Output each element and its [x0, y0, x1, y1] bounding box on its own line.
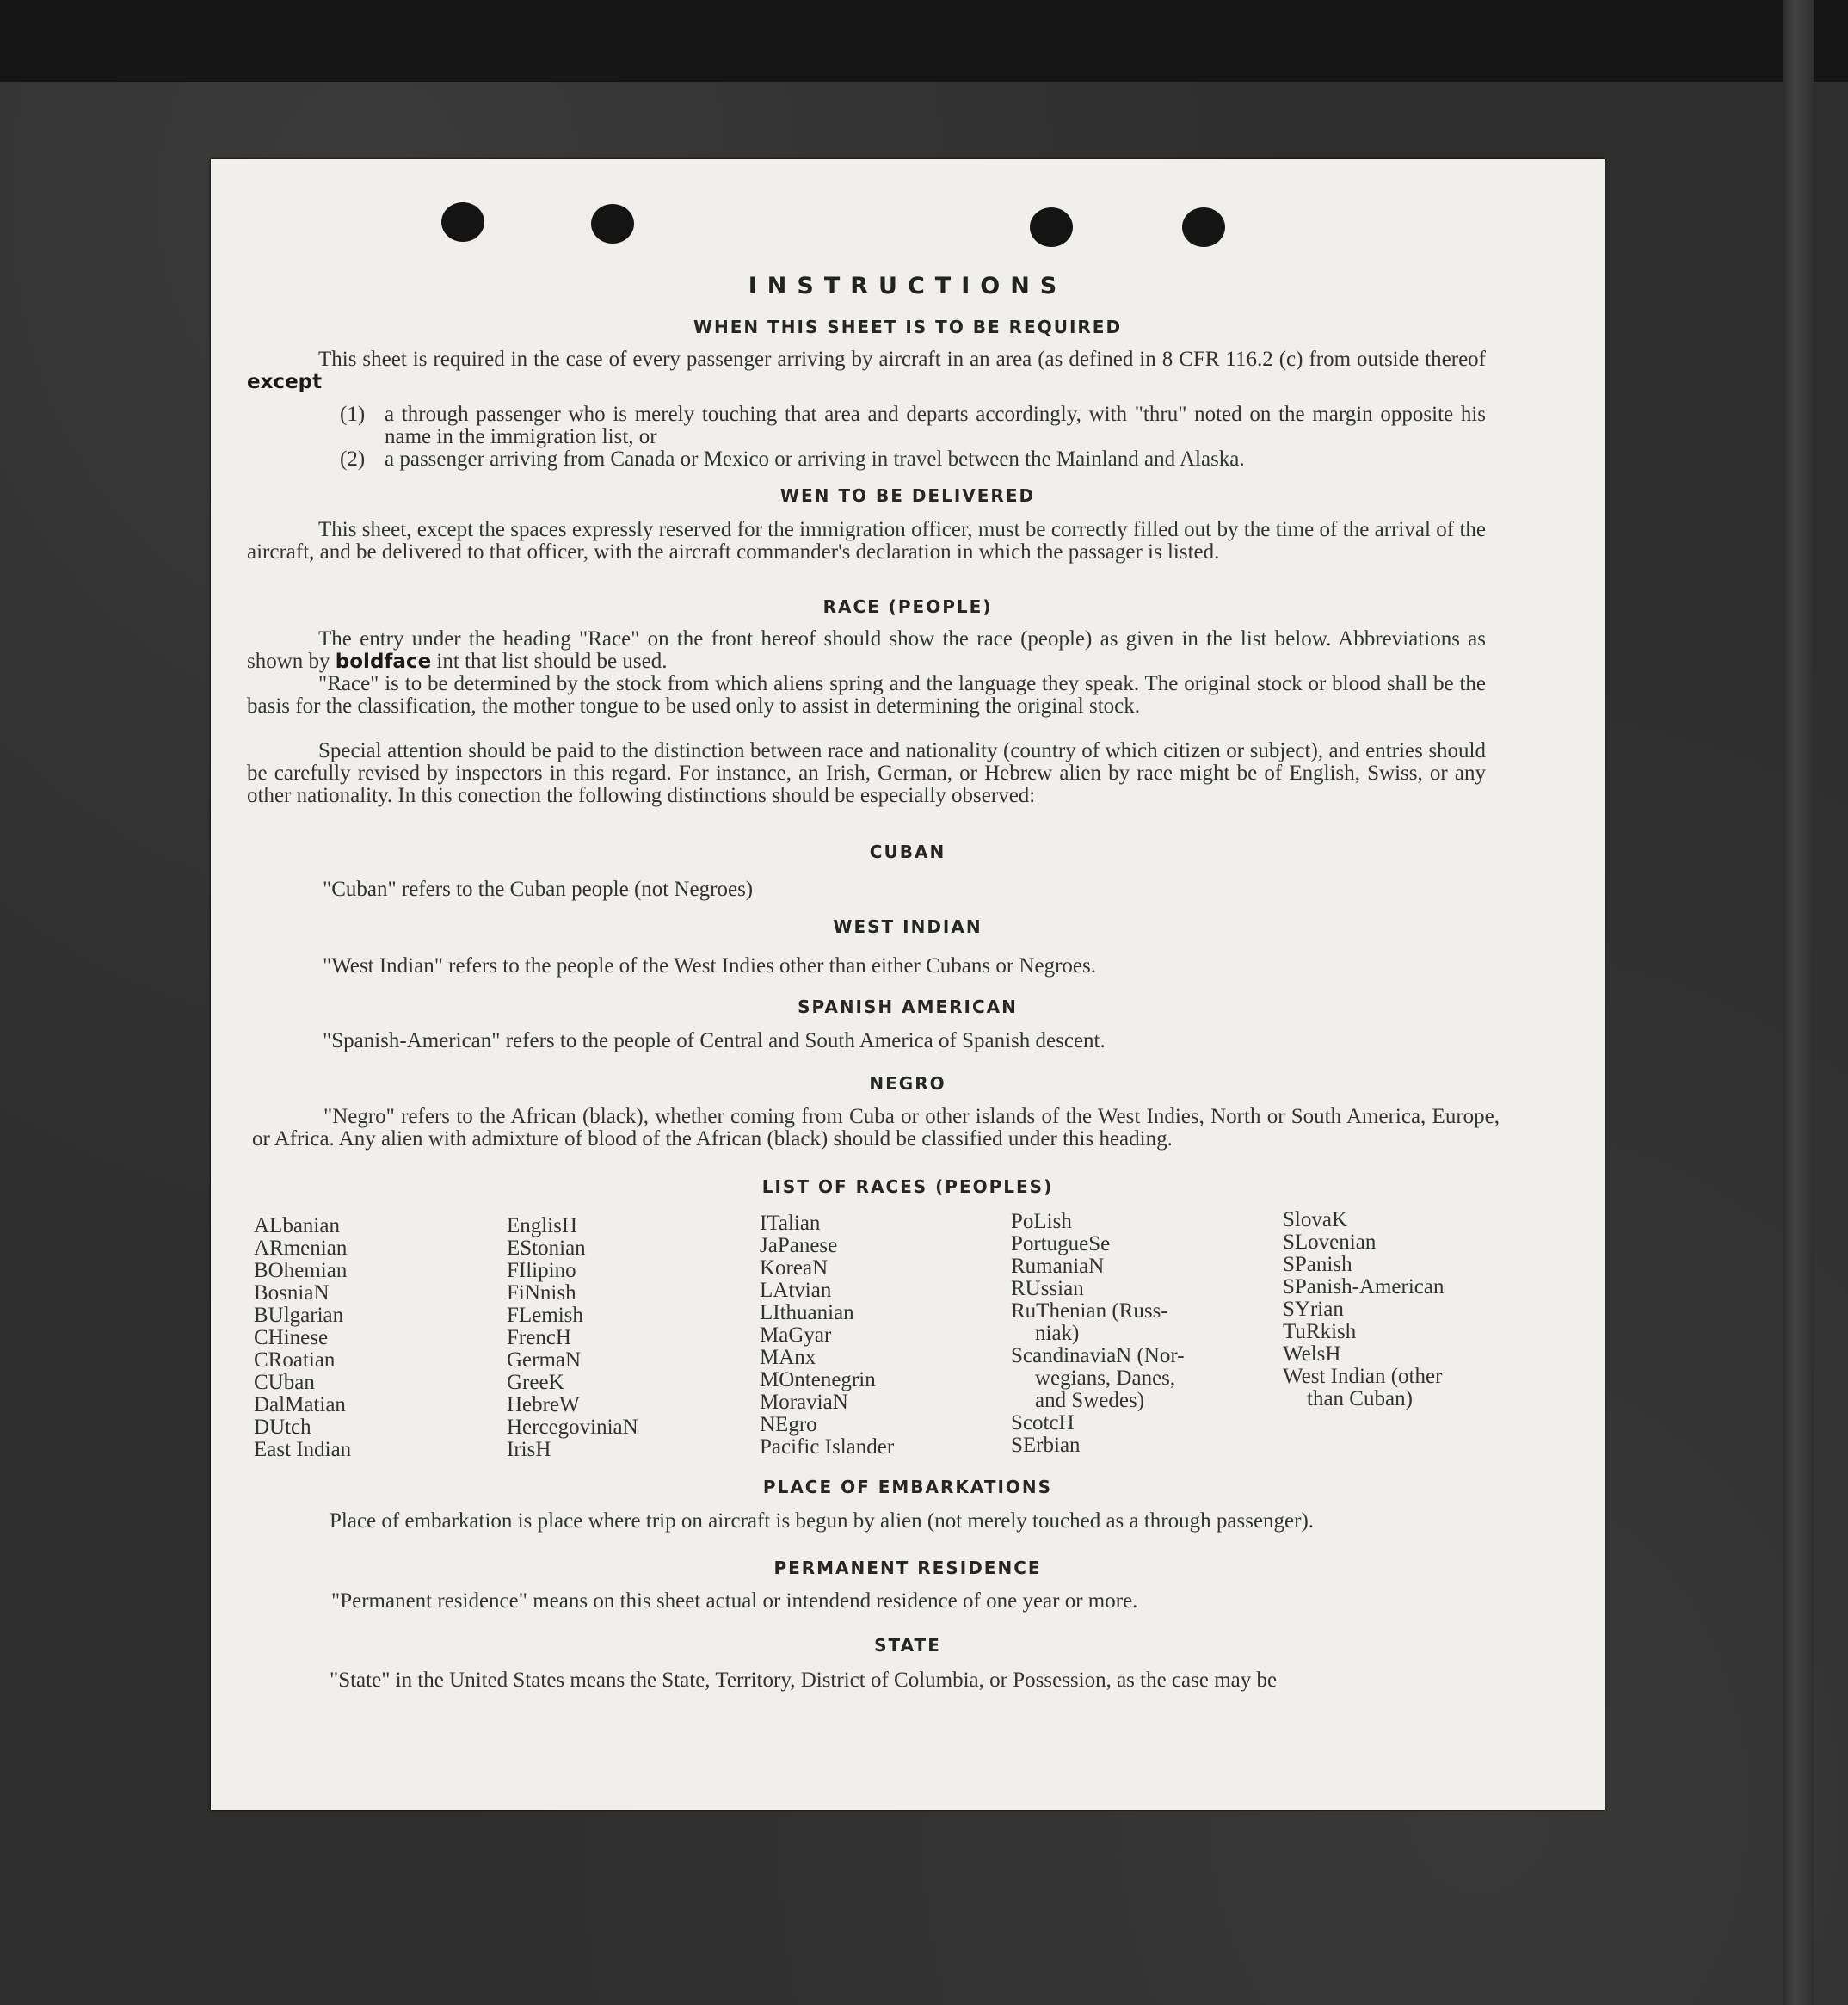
required-item2-num: (2)	[340, 447, 366, 471]
race-entry: PortugueSe	[1011, 1232, 1111, 1255]
races-column-5	[1283, 1209, 1444, 1410]
heading-permanent-residence: PERMANENT RESIDENCE	[773, 1558, 1042, 1578]
race-entry-continued: than Cuban)	[1307, 1387, 1413, 1410]
race-entry: FIlipino	[507, 1259, 576, 1282]
race-entry: WelsH	[1283, 1342, 1341, 1366]
race-entry: RUssian	[1011, 1277, 1084, 1300]
race-entry: BOhemian	[254, 1259, 348, 1282]
required-item1: a through passenger who is merely touching that area and departs accordingly, with "thru" noted on the margin opposite his name in the immigration list, or	[385, 403, 1486, 448]
race-entry: GreeK	[507, 1371, 564, 1394]
race-entry: PoLish	[1011, 1210, 1072, 1233]
heading-embarkation: PLACE OF EMBARKATIONS	[762, 1477, 1053, 1497]
race-paragraph-3: Special attention should be paid to the distinction between race and nationality (country of which citizen or subject), and entries should be carefully revised by inspectors in this regard. For instance, an Irish, German, or Hebrew alien by race might be of English, Swiss, or any other nationality. In this conection the following distinctions should be especially observed:	[247, 739, 1486, 807]
delivered-text: This sheet, except the spaces expressly reserved for the immigration officer, must be correctly filled out by the time of the arrival of the aircraft, and be delivered to that officer, with the aircraft commander's declaration in which the passager is listed.	[247, 518, 1486, 564]
race-entry: LIthuanian	[760, 1301, 854, 1324]
race-entry: SYrian	[1283, 1298, 1344, 1321]
race-p1-boldface: boldface	[335, 651, 432, 673]
scan-film-edge	[1783, 0, 1814, 2005]
race-entry: IrisH	[507, 1438, 551, 1461]
race-paragraph-2: "Race" is to be determined by the stock from which aliens spring and the language they speak. The original stock or blood shall be the basis for the classification, the mother tongue to be used only to assist in determining the original stock.	[247, 672, 1486, 718]
race-entry: ITalian	[760, 1212, 821, 1235]
race-entry-continued: wegians, Danes,	[1035, 1366, 1176, 1390]
race-entry: EnglisH	[507, 1214, 577, 1237]
race-entry: MoraviaN	[760, 1391, 848, 1414]
page-title: INSTRUCTIONS	[748, 273, 1068, 299]
spanish-american-text: "Spanish-American" refers to the people of Central and South America of Spanish descent.	[323, 1029, 1106, 1052]
race-entry: MOntenegrin	[760, 1368, 876, 1391]
permanent-residence-text: "Permanent residence" means on this sheet actual or intendend residence of one year or more.	[331, 1589, 1138, 1613]
races-column-1	[254, 1215, 351, 1461]
race-entry: SLovenian	[1283, 1231, 1377, 1254]
heading-spanish-american: SPANISH AMERICAN	[798, 996, 1018, 1017]
race-entry: CHinese	[254, 1326, 329, 1349]
state-text: "State" in the United States means the State, Territory, District of Columbia, or Possession, as the case may be	[330, 1669, 1278, 1692]
races-column-4	[1011, 1211, 1185, 1457]
race-entry: MaGyar	[760, 1323, 832, 1347]
race-entry: NEgro	[760, 1413, 817, 1436]
races-column-2	[507, 1215, 638, 1461]
race-entry: ScandinaviaN (Nor-	[1011, 1344, 1185, 1367]
race-entry: GermaN	[507, 1348, 582, 1372]
heading-cuban: CUBAN	[869, 842, 946, 862]
punch-hole	[1030, 207, 1073, 247]
race-entry: RumaniaN	[1011, 1255, 1105, 1278]
race-entry: HercegovinіaN	[507, 1416, 638, 1439]
race-entry: ALbanian	[254, 1214, 340, 1237]
race-p1-text: The entry under the heading "Race" on the front hereof should show the race (people) as given in the list below. Abbreviations as shown by	[247, 627, 1486, 673]
race-entry: ScotcH	[1011, 1411, 1075, 1434]
race-entry-continued: niak)	[1035, 1322, 1080, 1345]
race-entry: ARmenian	[254, 1237, 348, 1260]
race-paragraph-1	[247, 628, 1486, 673]
race-entry: East Indian	[254, 1438, 352, 1461]
races-column-3	[760, 1212, 894, 1459]
required-item1-num: (1)	[340, 403, 366, 426]
race-entry: MAnx	[760, 1346, 816, 1369]
race-entry: CRoatian	[254, 1348, 336, 1372]
punch-hole	[441, 202, 484, 242]
heading-race: RACE (PEOPLE)	[822, 596, 993, 617]
race-entry: DUtch	[254, 1416, 311, 1439]
race-entry: EStonian	[507, 1237, 586, 1260]
punch-hole	[591, 204, 634, 244]
race-entry: SErbian	[1011, 1434, 1081, 1457]
race-entry: JaPanese	[760, 1234, 838, 1257]
heading-list-of-races: LIST OF RACES (PEOPLES)	[761, 1176, 1054, 1197]
scan-top-border	[0, 0, 1848, 82]
race-entry-continued: and Swedes)	[1035, 1389, 1145, 1412]
embarkation-text: Place of embarkation is place where trip on aircraft is begun by alien (not merely touched as a through passenger).	[330, 1509, 1315, 1533]
heading-state: STATE	[874, 1635, 941, 1656]
race-p1-rest: int that list should be used.	[436, 650, 668, 673]
race-entry: RuThenian (Russ-	[1011, 1299, 1168, 1323]
race-entry: BosniaN	[254, 1281, 330, 1305]
race-entry: LAtvian	[760, 1279, 832, 1302]
punch-hole	[1182, 207, 1225, 247]
negro-text: "Negro" refers to the African (black), whether coming from Cuba or other islands of the West Indies, North or South America, Europe, or Africa. Any alien with admixture of blood of the African (black) should be classified under this heading.	[252, 1105, 1500, 1151]
race-entry: SPanish-American	[1283, 1275, 1445, 1299]
race-entry: DalMatian	[254, 1393, 346, 1416]
race-entry: SPanish	[1283, 1253, 1352, 1276]
document-sheet	[211, 159, 1605, 1810]
race-entry: FrencH	[507, 1326, 571, 1349]
required-item2: a passenger arriving from Canada or Mexico or arriving in travel between the Mainland and Alaska.	[385, 447, 1245, 471]
race-entry: West Indian (other	[1283, 1365, 1443, 1388]
cuban-text: "Cuban" refers to the Cuban people (not Negroes)	[323, 878, 754, 901]
heading-west-indian: WEST INDIAN	[833, 916, 983, 937]
required-except: except	[247, 371, 323, 393]
race-entry: HebreW	[507, 1393, 580, 1416]
race-entry: TuRkish	[1283, 1320, 1357, 1343]
race-entry: FiNnish	[507, 1281, 576, 1305]
west-indian-text: "West Indian" refers to the people of the West Indies other than either Cubans or Negroes.	[323, 954, 1096, 978]
heading-delivered: WEN TO BE DELIVERED	[779, 485, 1036, 506]
race-entry: CUban	[254, 1371, 315, 1394]
heading-negro: NEGRO	[869, 1073, 946, 1094]
race-entry: SlovaK	[1283, 1208, 1347, 1231]
heading-required: WHEN THIS SHEET IS TO BE REQUIRED	[693, 317, 1123, 337]
race-entry: KoreaN	[760, 1256, 829, 1280]
race-entry: FLemish	[507, 1304, 583, 1327]
race-entry: Pacific Islander	[760, 1435, 895, 1459]
required-intro-text: This sheet is required in the case of every passenger arriving by aircraft in an area (as defined in 8 CFR 116.2 (c) from outside thereof	[318, 348, 1486, 371]
required-intro	[247, 349, 1486, 393]
race-entry: BUlgarian	[254, 1304, 344, 1327]
